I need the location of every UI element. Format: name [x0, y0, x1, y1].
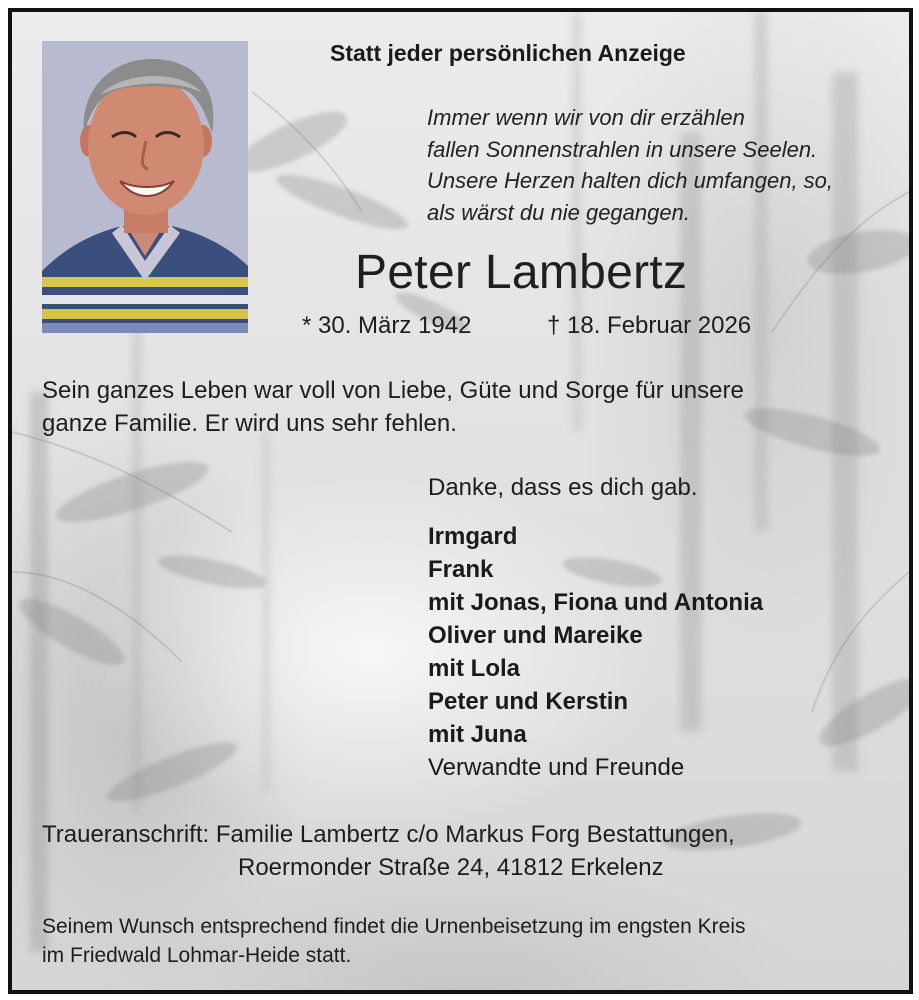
mourner-entry: Irmgard — [428, 523, 518, 550]
mourners-list — [428, 520, 763, 784]
address-line-1: Traueranschrift: Familie Lambertz c/o Markus Forg Bestattungen, — [42, 821, 735, 848]
mourners-extra: Verwandte und Freunde — [428, 754, 685, 781]
mourner-entry: Peter und Kerstin — [428, 688, 629, 715]
note-line: im Friedwald Lohmar-Heide statt. — [42, 944, 352, 967]
poem-line: als wärst du nie gegangen. — [427, 199, 690, 225]
memorial-poem — [427, 102, 833, 228]
death-date: † 18. Februar 2026 — [547, 312, 752, 339]
mourner-entry: mit Juna — [428, 721, 527, 748]
poem-line: Immer wenn wir von dir erzählen — [427, 105, 745, 130]
portrait-photo — [42, 41, 248, 333]
mourner-entry: Frank — [428, 556, 494, 583]
deceased-name: Peter Lambertz — [355, 246, 688, 299]
note-line: Seinem Wunsch entsprechend findet die Urnenbeisetzung im engsten Kreis — [42, 915, 746, 938]
birth-date: * 30. März 1942 — [302, 312, 472, 339]
tribute-text — [42, 374, 744, 440]
poem-line: Unsere Herzen halten dich umfangen, so, — [427, 168, 834, 193]
address-line-2: Roermonder Straße 24, 41812 Erkelenz — [238, 854, 664, 881]
mourner-entry: mit Lola — [428, 655, 521, 682]
thanks-line: Danke, dass es dich gab. — [428, 474, 698, 501]
tribute-line: ganze Familie. Er wird uns sehr fehlen. — [42, 410, 457, 437]
burial-note — [42, 912, 746, 970]
poem-line: fallen Sonnenstrahlen in unsere Seelen. — [427, 136, 818, 162]
mourning-address — [42, 818, 735, 884]
tribute-line: Sein ganzes Leben war voll von Liebe, Güte und Sorge für unsere — [42, 377, 744, 404]
notice-headline: Statt jeder persönlichen Anzeige — [330, 40, 686, 66]
mourner-entry: Oliver und Mareike — [428, 622, 643, 649]
obituary-notice — [8, 8, 913, 994]
mourner-entry: mit Jonas, Fiona und Antonia — [428, 589, 764, 616]
